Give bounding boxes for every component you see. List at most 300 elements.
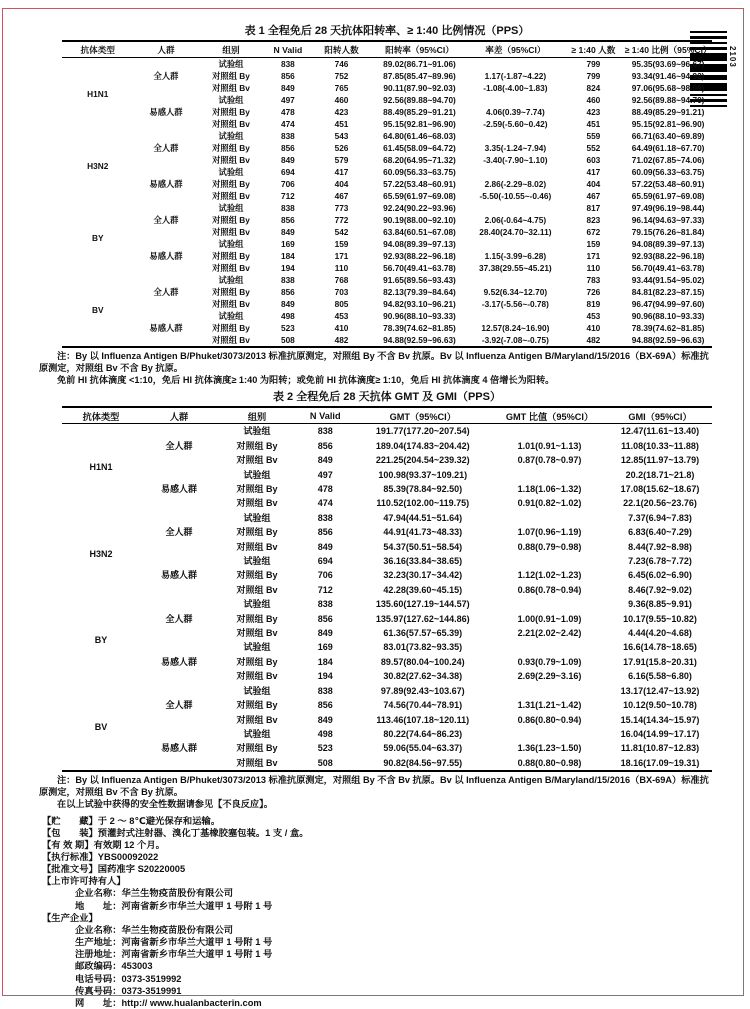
data-cell: 482 [586, 335, 601, 345]
data-cell: 3.35(-1.24~7.94) [484, 143, 547, 153]
population-cell: 易感人群 [149, 251, 183, 261]
data-cell: 89.57(80.04~100.24) [380, 656, 465, 667]
data-cell: 87.85(85.47~89.96) [383, 71, 456, 81]
data-cell: 460 [586, 95, 601, 105]
table-row [62, 130, 712, 142]
data-cell: 410 [586, 323, 601, 333]
data-cell: 478 [317, 484, 333, 495]
data-cell: 7.37(6.94~7.83) [628, 512, 692, 523]
data-cell: 0.88(0.79~0.98) [517, 541, 582, 552]
data-cell: 15.14(14.34~15.97) [620, 714, 700, 725]
data-cell: 57.22(53.48~60.91) [383, 179, 456, 189]
field-line [42, 912, 722, 924]
column-header: ≥ 1:40 人数 [563, 41, 625, 58]
data-cell: 849 [317, 714, 333, 725]
data-cell: 对照组 By [212, 107, 250, 117]
note-antigen-definition: 注：By 以 Influenza Antigen B/Phuket/3073/2013 标准抗原测定，对照组 By 不含 Bv 抗原。Bv 以 Influenza Antigen B/Maryland/15/2016（BX-69A）标准抗原测定，对照组 Bv 不含 By 抗原。 [39, 351, 709, 373]
data-cell: 2.69(2.29~3.16) [517, 671, 582, 682]
table2-gmt-gmi [62, 406, 712, 772]
table-row [62, 640, 712, 654]
data-cell: 79.15(76.26~81.84) [631, 227, 705, 237]
data-cell: 92.56(89.88~94.70) [383, 95, 456, 105]
field-value: 0373-3519992 [121, 973, 182, 984]
data-cell: 10.12(9.50~10.78) [623, 700, 697, 711]
data-cell: 0.86(0.78~0.94) [517, 584, 582, 595]
data-cell [468, 58, 562, 71]
table-row [62, 58, 712, 71]
data-cell: 453 [334, 311, 349, 321]
data-cell: 11.08(10.33~11.88) [621, 440, 699, 451]
data-cell: 135.97(127.62~144.86) [375, 613, 470, 624]
data-cell: 194 [280, 263, 295, 273]
data-cell: 856 [280, 71, 295, 81]
data-cell: 66.71(63.40~69.89) [631, 131, 705, 141]
field-label: 【上市许可持有人】 [42, 876, 126, 887]
data-cell: 849 [280, 83, 295, 93]
data-cell: 849 [280, 155, 295, 165]
data-cell: 1.12(1.02~1.23) [517, 570, 582, 581]
data-cell: 64.80(61.46~68.03) [383, 131, 456, 141]
data-cell: 82.13(79.39~84.64) [383, 287, 456, 297]
data-cell: 74.56(70.44~78.91) [383, 700, 463, 711]
data-cell: 试验组 [218, 59, 244, 69]
data-cell: 97.06(95.68~98.09) [631, 83, 705, 93]
field-value: 国药准字 S20220005 [97, 864, 186, 875]
data-cell: 100.98(93.37~109.21) [378, 469, 468, 480]
field-label: 【执行标准】 [42, 852, 98, 862]
field-line [42, 815, 722, 827]
data-cell: 90.11(87.90~92.03) [383, 83, 456, 93]
data-cell: 80.22(74.64~86.23) [383, 728, 463, 739]
data-cell: 805 [334, 299, 349, 309]
data-cell: 849 [317, 628, 333, 639]
data-cell: 对照组 Bv [236, 671, 278, 682]
data-cell: 44.91(41.73~48.33) [383, 527, 463, 538]
data-cell: 2.06(-0.64~4.75) [484, 215, 547, 225]
data-cell: 849 [317, 455, 333, 466]
field-line [42, 875, 722, 887]
data-cell: 694 [280, 167, 295, 177]
data-cell: 47.94(44.51~51.64) [383, 512, 463, 523]
column-header: 组别 [218, 407, 296, 424]
data-cell: 838 [280, 59, 295, 69]
data-cell: 90.82(84.56~97.55) [383, 757, 463, 768]
field-label: 邮政编码： [75, 961, 122, 972]
data-cell: 71.02(67.85~74.06) [631, 155, 705, 165]
data-cell: 对照组 Bv [212, 227, 250, 237]
data-cell: 22.1(20.56~23.76) [623, 498, 697, 509]
data-cell: 对照组 Bv [212, 335, 250, 345]
data-cell: 60.09(56.33~63.75) [383, 167, 456, 177]
data-cell: 4.06(0.39~7.74) [485, 107, 545, 117]
data-cell: 92.56(89.88~94.70) [631, 95, 705, 105]
data-cell: 32.23(30.17~34.42) [383, 570, 463, 581]
data-cell: 526 [334, 143, 349, 153]
data-cell: 对照组 By [236, 656, 278, 667]
data-cell: 12.57(8.24~16.90) [481, 323, 550, 333]
data-cell: 169 [317, 642, 333, 653]
data-cell [491, 597, 608, 611]
data-cell: 1.00(0.91~1.09) [517, 613, 582, 624]
column-header: 抗体类型 [62, 41, 134, 58]
data-cell: 85.39(78.84~92.50) [383, 484, 463, 495]
table-row [62, 166, 712, 178]
note-seroconversion-definition: 免前 HI 抗体滴度 <1:10，免后 HI 抗体滴度≥ 1:40 为阳转；或免前 HI 抗体滴度≥ 1:10，免后 HI 抗体滴度 4 倍增长为阳转。 [57, 374, 555, 385]
data-cell: 试验组 [243, 556, 271, 567]
data-cell: 451 [334, 119, 349, 129]
table-row [62, 554, 712, 568]
data-cell: 对照组 Bv [236, 455, 278, 466]
data-cell: 对照组 Bv [236, 714, 278, 725]
table-row [62, 238, 712, 250]
field-line [42, 887, 722, 899]
data-cell: 6.16(5.58~6.80) [628, 671, 692, 682]
data-cell: 64.49(61.18~67.70) [631, 143, 705, 153]
field-label: 注册地址： [75, 949, 122, 960]
field-label: 【有 效 期】 [42, 839, 94, 850]
data-cell: 849 [317, 541, 333, 552]
data-cell: 706 [317, 570, 333, 581]
data-cell: 2.86(-2.29~8.02) [484, 179, 547, 189]
population-cell: 易感人群 [149, 107, 183, 117]
data-cell: 0.91(0.82~1.02) [517, 498, 582, 509]
field-label: 企业名称： [75, 888, 122, 899]
data-cell: 772 [334, 215, 349, 225]
data-cell: 799 [586, 71, 601, 81]
data-cell: 6.83(6.40~7.29) [628, 527, 692, 538]
data-cell: 817 [586, 203, 601, 213]
column-header: ≥ 1:40 比例（95%CI） [624, 41, 712, 58]
data-cell: 试验组 [218, 311, 244, 321]
data-cell: 2.21(2.02~2.42) [517, 628, 582, 639]
data-cell: 90.96(88.10~93.33) [383, 311, 456, 321]
column-header: N Valid [296, 407, 355, 424]
barcode-label: 2103 [728, 46, 737, 68]
field-label: 【贮 藏】 [42, 815, 98, 826]
field-value: 于 2 ～ 8℃避光保存和运输。 [97, 815, 221, 826]
data-cell: 96.47(94.99~97.60) [631, 299, 705, 309]
field-value: 453003 [121, 961, 153, 972]
data-cell: 对照组 By [236, 700, 278, 711]
data-cell: 694 [317, 556, 333, 567]
column-header: 人群 [140, 407, 218, 424]
data-cell: 523 [280, 323, 295, 333]
data-cell: 92.93(88.22~96.18) [631, 251, 705, 261]
data-cell: 451 [586, 119, 601, 129]
field-line [42, 997, 722, 1009]
field-label: 传真号码： [75, 985, 122, 996]
data-cell: 0.88(0.80~0.98) [517, 757, 582, 768]
data-cell: 65.59(61.97~69.08) [631, 191, 705, 201]
table1-notes [39, 351, 714, 386]
data-cell: 752 [334, 71, 349, 81]
data-cell: 7.23(6.78~7.72) [628, 556, 692, 567]
data-cell: -3.92(-7.08~-0.75) [481, 335, 549, 345]
antibody-type-cell: H1N1 [87, 89, 109, 99]
data-cell: 63.84(60.51~67.08) [383, 227, 456, 237]
data-cell: 11.81(10.87~12.83) [620, 743, 700, 754]
data-cell: 对照组 By [212, 215, 250, 225]
data-cell: 191.77(177.20~207.54) [375, 426, 470, 437]
data-cell: 93.34(91.46~94.92) [631, 71, 705, 81]
data-cell: 799 [586, 59, 601, 69]
column-header: GMI（95%CI） [608, 407, 712, 424]
population-cell: 易感人群 [160, 570, 197, 581]
population-cell: 全人群 [153, 287, 179, 297]
data-cell: 783 [586, 275, 601, 285]
data-cell [491, 684, 608, 698]
data-cell: 603 [586, 155, 601, 165]
footer-info [42, 815, 722, 1009]
data-cell: 对照组 By [212, 179, 250, 189]
data-cell: 768 [334, 275, 349, 285]
data-cell: 37.38(29.55~45.21) [479, 263, 552, 273]
data-cell: 84.81(82.23~87.15) [631, 287, 705, 297]
data-cell: 对照组 Bv [236, 541, 278, 552]
table-row [62, 94, 712, 106]
table-row [62, 684, 712, 698]
data-cell: 17.08(15.62~18.67) [620, 484, 700, 495]
field-line [42, 863, 722, 875]
field-value: 河南省新乡市华兰大道甲 1 号附 1 号 [121, 900, 273, 911]
population-cell: 易感人群 [149, 179, 183, 189]
data-cell: 460 [334, 95, 349, 105]
data-cell: 88.49(85.29~91.21) [631, 107, 705, 117]
field-label: 生产地址： [75, 937, 122, 948]
data-cell: 497 [280, 95, 295, 105]
field-line [42, 900, 722, 912]
column-header: 人群 [134, 41, 199, 58]
data-cell: 849 [280, 299, 295, 309]
data-cell: 8.46(7.92~9.02) [628, 584, 692, 595]
population-cell: 全人群 [165, 440, 193, 451]
data-cell: 试验组 [243, 512, 271, 523]
data-cell: 1.31(1.21~1.42) [517, 700, 582, 711]
data-cell: 169 [280, 239, 295, 249]
data-cell: 78.39(74.62~81.85) [383, 323, 456, 333]
data-cell: 92.93(88.22~96.18) [383, 251, 456, 261]
population-cell: 全人群 [165, 700, 193, 711]
data-cell: 试验组 [218, 167, 244, 177]
data-cell: 110.52(102.00~119.75) [376, 498, 470, 509]
data-cell: 12.47(11.61~13.40) [620, 426, 700, 437]
data-cell: 17.91(15.8~20.31) [623, 656, 697, 667]
antibody-type-cell: BV [91, 305, 104, 315]
data-cell: 542 [334, 227, 349, 237]
field-value: http:// www.hualanbacterin.com [121, 997, 262, 1008]
data-cell: 579 [334, 155, 349, 165]
data-cell: 88.49(85.29~91.21) [383, 107, 456, 117]
table-row [62, 310, 712, 322]
data-cell: 467 [334, 191, 349, 201]
field-value: 0373-3519991 [121, 985, 182, 996]
data-cell: 试验组 [218, 95, 244, 105]
data-cell: 90.96(88.10~93.33) [631, 311, 705, 321]
data-cell: 42.28(39.60~45.15) [383, 584, 463, 595]
population-cell: 全人群 [165, 527, 193, 538]
table-row [62, 727, 712, 741]
data-cell: 478 [280, 107, 295, 117]
data-cell: 对照组 Bv [212, 83, 250, 93]
data-cell: 13.17(12.47~13.92) [620, 685, 700, 696]
field-line [42, 851, 722, 863]
data-cell: 对照组 By [212, 287, 250, 297]
table-row [62, 468, 712, 482]
column-header: 阳转人数 [312, 41, 371, 58]
population-cell: 全人群 [153, 143, 179, 153]
note-antigen-definition: 注：By 以 Influenza Antigen B/Phuket/3073/2013 标准抗原测定，对照组 By 不含 Bv 抗原。Bv 以 Influenza Antigen B/Maryland/15/2016（BX-69A）标准抗原测定，对照组 Bv 不含 By 抗原。 [39, 775, 709, 797]
note-safety-reference: 在以上试验中获得的安全性数据请参见【不良反应】。 [57, 798, 273, 809]
column-header: 阳转率（95%CI） [371, 41, 469, 58]
field-line [42, 924, 722, 936]
data-cell: 对照组 By [236, 484, 278, 495]
data-cell: 对照组 By [236, 570, 278, 581]
table2-title: 表 2 全程免后 28 天抗体 GMT 及 GMI（PPS） [273, 391, 501, 404]
antibody-type-cell: BY [91, 233, 104, 243]
data-cell: 1.36(1.23~1.50) [517, 743, 582, 754]
data-cell: 523 [317, 743, 333, 754]
field-value: 华兰生物疫苗股份有限公司 [121, 924, 234, 935]
data-cell: 838 [317, 599, 333, 610]
data-cell: 819 [586, 299, 601, 309]
data-cell: 8.44(7.92~8.98) [628, 541, 692, 552]
data-cell: 9.36(8.85~9.91) [628, 599, 692, 610]
data-cell: 0.87(0.78~0.97) [517, 455, 582, 466]
data-cell [468, 274, 562, 286]
data-cell: 18.16(17.09~19.31) [620, 757, 700, 768]
data-cell: 16.04(14.99~17.17) [620, 728, 700, 739]
field-line [42, 827, 722, 839]
data-cell: 184 [280, 251, 295, 261]
data-cell: -3.17(-5.56~-0.78) [481, 299, 549, 309]
data-cell: 498 [317, 728, 333, 739]
data-cell: 61.45(58.09~64.72) [383, 143, 456, 153]
column-header: GMT（95%CI） [355, 407, 492, 424]
data-cell: 417 [334, 167, 349, 177]
data-cell: 4.44(4.20~4.68) [628, 628, 692, 639]
table1-seroconversion [62, 40, 712, 348]
data-cell: 对照组 By [212, 71, 250, 81]
field-line [42, 985, 722, 997]
data-cell: 482 [334, 335, 349, 345]
field-label: 网 址： [75, 997, 122, 1008]
field-line [42, 973, 722, 985]
antibody-type-cell: BY [94, 635, 108, 646]
data-cell: 171 [586, 251, 601, 261]
data-cell: 474 [280, 119, 295, 129]
header-row [62, 407, 712, 424]
data-cell: 417 [586, 167, 601, 177]
table2-notes [39, 775, 714, 810]
data-cell: 对照组 Bv [236, 628, 278, 639]
population-cell: 全人群 [165, 613, 193, 624]
data-cell: 221.25(204.54~239.32) [375, 455, 470, 466]
data-cell: 对照组 Bv [212, 155, 250, 165]
table-row [62, 424, 712, 439]
data-cell: 92.24(90.22~93.96) [383, 203, 456, 213]
data-cell: 59.06(55.04~63.37) [383, 743, 463, 754]
data-cell: 838 [317, 426, 333, 437]
data-cell: 96.14(94.63~97.33) [631, 215, 705, 225]
data-cell: 765 [334, 83, 349, 93]
data-cell: 试验组 [243, 642, 271, 653]
data-cell: 94.82(93.10~96.21) [383, 299, 456, 309]
data-cell: 28.40(24.70~32.11) [479, 227, 552, 237]
population-cell: 易感人群 [160, 656, 197, 667]
data-cell: 78.39(74.62~81.85) [631, 323, 705, 333]
data-cell: 对照组 By [236, 743, 278, 754]
field-line [42, 839, 722, 851]
field-value: 河南省新乡市华兰大道甲 1 号附 1 号 [121, 937, 273, 948]
data-cell: 508 [317, 757, 333, 768]
field-line [42, 960, 722, 972]
data-cell: 404 [586, 179, 601, 189]
data-cell: 135.60(127.19~144.57) [375, 599, 470, 610]
data-cell: 30.82(27.62~34.38) [383, 671, 463, 682]
data-cell: 856 [317, 440, 333, 451]
antibody-type-cell: H3N2 [89, 548, 113, 559]
data-cell: 838 [280, 131, 295, 141]
data-cell [491, 511, 608, 525]
data-cell: 对照组 By [236, 440, 278, 451]
data-cell: 对照组 By [236, 613, 278, 624]
data-cell: 试验组 [218, 275, 244, 285]
data-cell: 746 [334, 59, 349, 69]
data-cell: 824 [586, 83, 601, 93]
data-cell [468, 166, 562, 178]
data-cell: 467 [586, 191, 601, 201]
data-cell: 对照组 By [212, 251, 250, 261]
data-cell: 497 [317, 469, 333, 480]
data-cell: 对照组 By [212, 323, 250, 333]
data-cell: 20.2(18.71~21.8) [625, 469, 695, 480]
data-cell: 16.6(14.78~18.65) [623, 642, 697, 653]
population-cell: 易感人群 [160, 743, 197, 754]
antibody-type-cell: BV [94, 721, 108, 732]
data-cell: 6.45(6.02~6.90) [628, 570, 692, 581]
data-cell: 194 [317, 671, 333, 682]
data-cell: 838 [317, 512, 333, 523]
data-cell: 试验组 [243, 728, 271, 739]
data-cell: 57.22(53.48~60.91) [631, 179, 705, 189]
data-cell: 90.19(88.00~92.10) [383, 215, 456, 225]
data-cell: -1.08(-4.00~1.83) [483, 83, 548, 93]
data-cell: 159 [586, 239, 601, 249]
data-cell: 1.01(0.91~1.13) [517, 440, 582, 451]
data-cell: 189.04(174.83~204.42) [375, 440, 470, 451]
data-cell: 498 [280, 311, 295, 321]
data-cell: 83.01(73.82~93.35) [383, 642, 463, 653]
data-cell: 856 [280, 287, 295, 297]
data-cell: 423 [586, 107, 601, 117]
data-cell: 9.52(6.34~12.70) [483, 287, 548, 297]
data-cell: 89.02(86.71~91.06) [383, 59, 456, 69]
table-row [62, 511, 712, 525]
header-row [62, 41, 712, 58]
data-cell: 97.49(96.19~98.44) [631, 203, 705, 213]
table1-title: 表 1 全程免后 28 天抗体阳转率、≥ 1:40 比例情况（PPS） [244, 25, 530, 37]
data-cell: -5.50(-10.55~-0.46) [479, 191, 552, 201]
table-row [62, 597, 712, 611]
field-label: 企业名称： [75, 924, 122, 935]
data-cell: 856 [317, 613, 333, 624]
data-cell: 856 [317, 700, 333, 711]
data-cell: 94.08(89.39~97.13) [383, 239, 456, 249]
data-cell: 1.17(-1.87~4.22) [484, 71, 547, 81]
data-cell: 56.70(49.41~63.78) [631, 263, 705, 273]
data-cell [491, 640, 608, 654]
data-cell: 94.88(92.59~96.63) [631, 335, 705, 345]
